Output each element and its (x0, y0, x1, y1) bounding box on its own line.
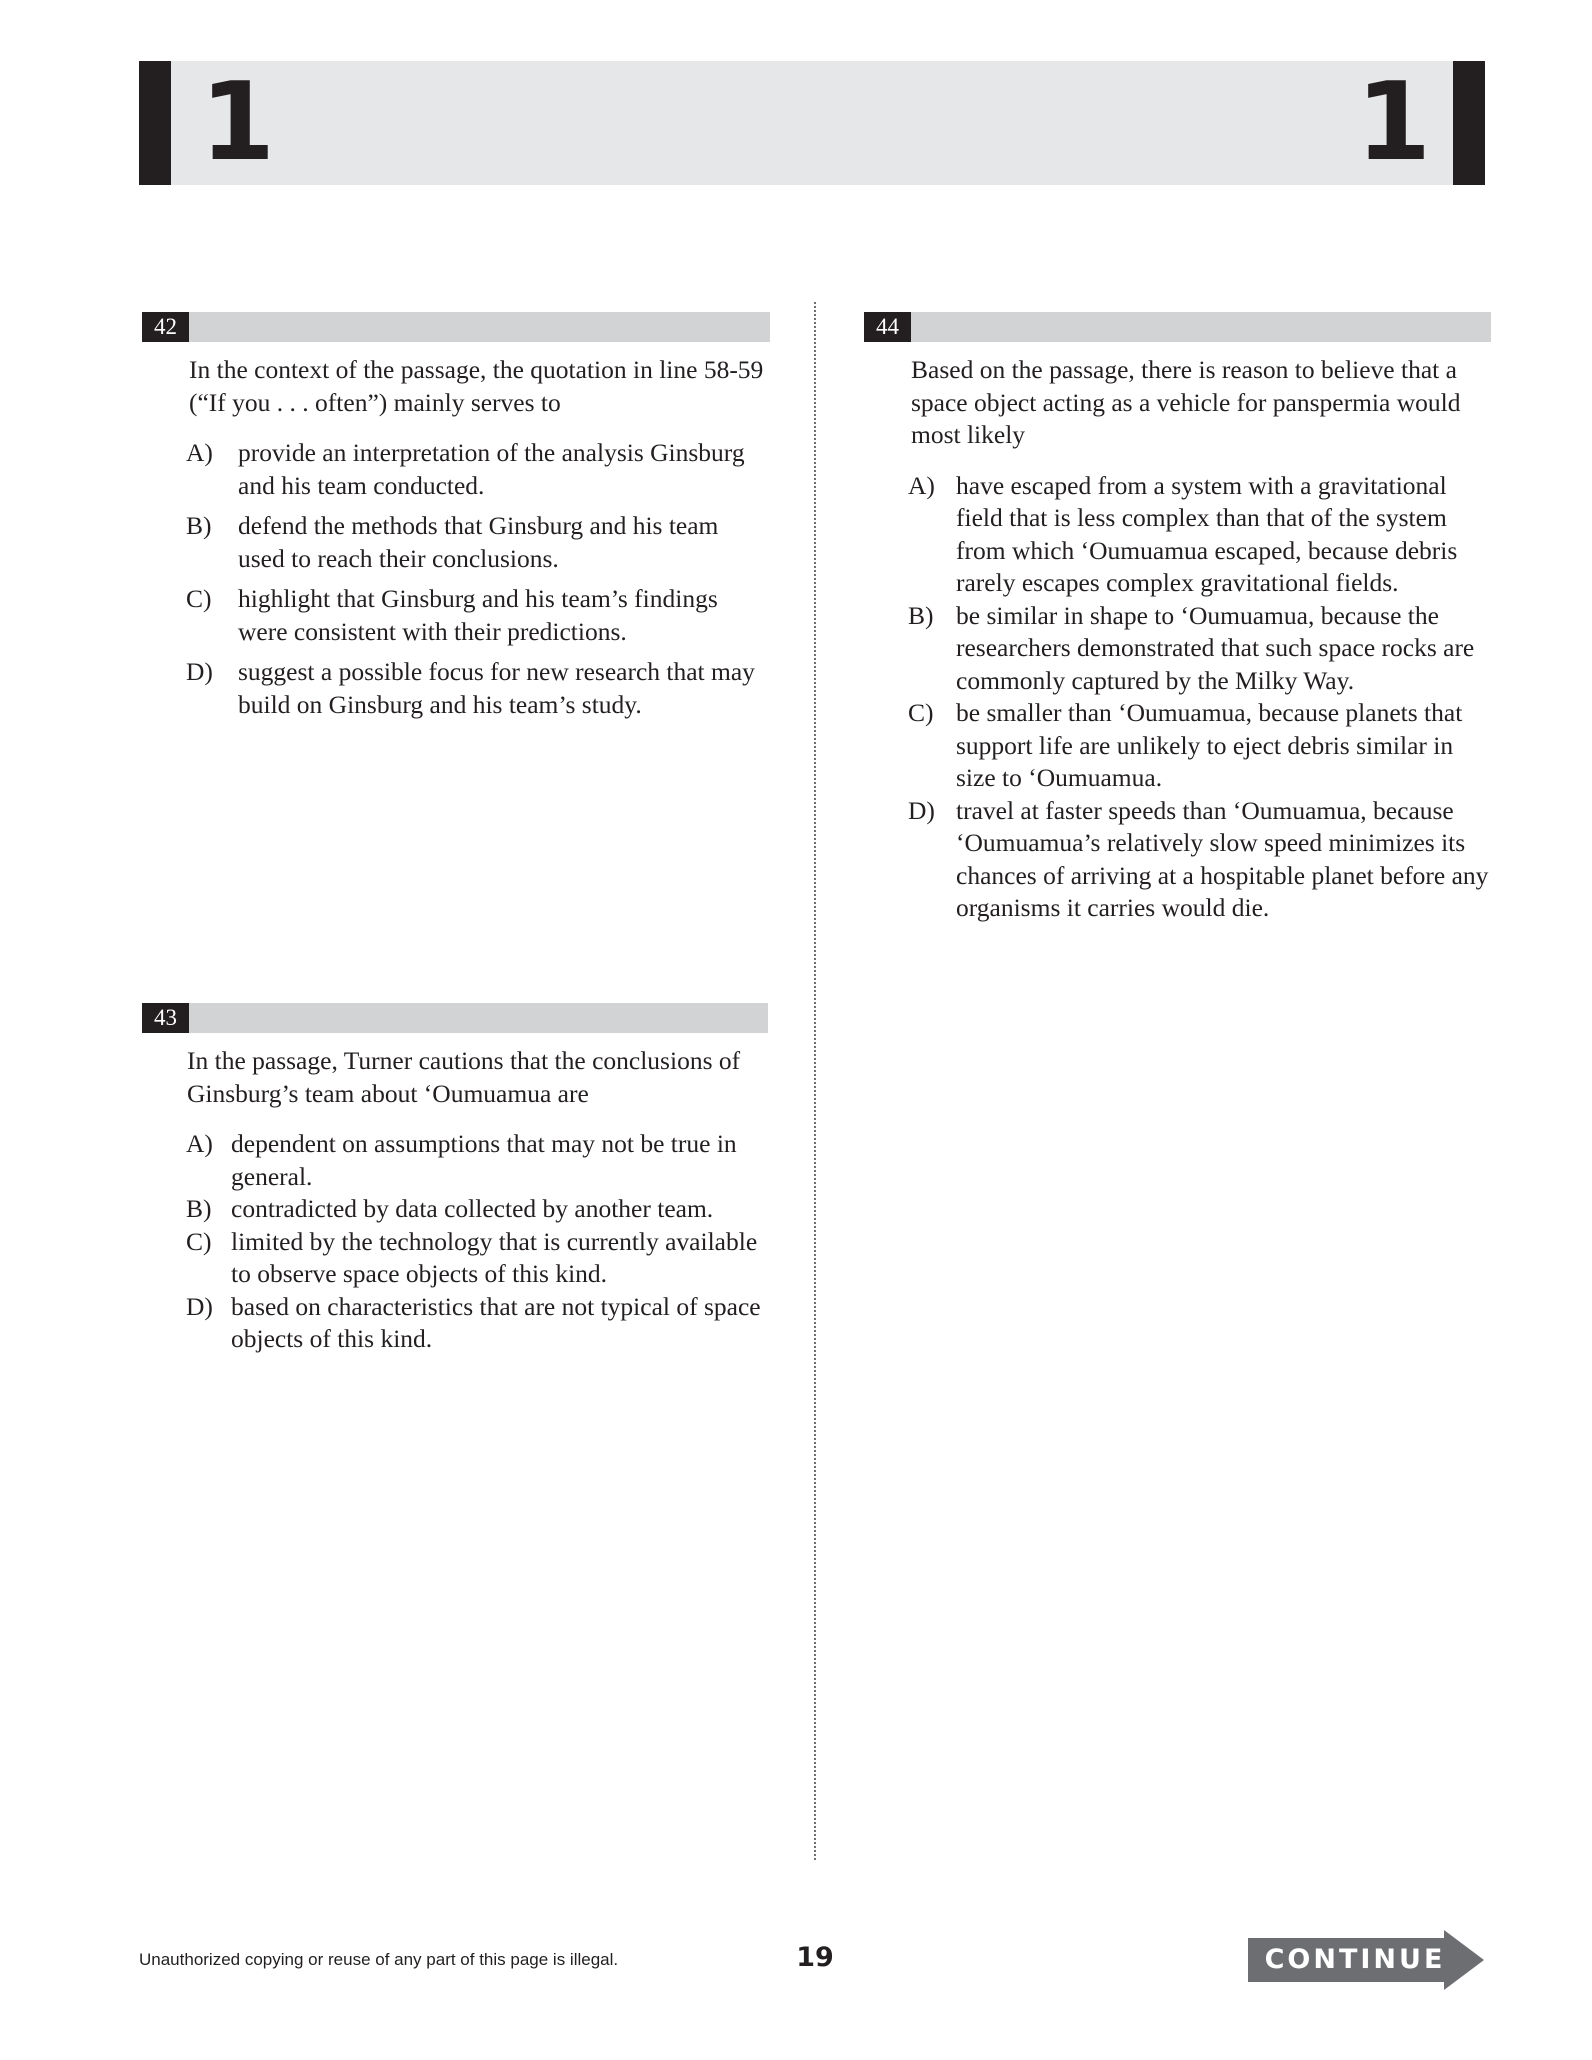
section-header-bar-left (139, 61, 171, 185)
continue-button[interactable] (1248, 1930, 1484, 1990)
page-number: 19 (796, 1942, 834, 1973)
question-bar (142, 312, 770, 342)
continue-label: CONTINUE (1264, 1944, 1446, 1975)
choice-letter: C) (186, 584, 212, 613)
choice-letter: A) (186, 438, 213, 467)
column-divider (814, 302, 816, 1860)
answer-choice-a[interactable] (864, 470, 1491, 600)
question-bar (864, 312, 1491, 342)
choice-letter: C) (186, 1226, 212, 1256)
answer-choices (142, 1128, 768, 1356)
answer-choices (864, 470, 1491, 925)
question-43 (142, 1003, 768, 1356)
choice-text: limited by the technology that is currently available to observe space objects of this kind. (231, 1226, 758, 1288)
answer-choice-c[interactable] (142, 1226, 768, 1291)
section-header-bar-right (1453, 61, 1485, 185)
answer-choice-b[interactable] (142, 1193, 768, 1226)
choice-text: dependent on assumptions that may not be true in general. (231, 1129, 737, 1191)
choice-letter: D) (186, 1291, 213, 1321)
choice-letter: B) (186, 511, 212, 540)
question-stem: In the passage, Turner cautions that the conclusions of Ginsburg’s team about ‘Oumuamua are (187, 1046, 741, 1108)
choice-letter: B) (908, 600, 934, 630)
choice-text: suggest a possible focus for new research that may build on Ginsburg and his team’s study. (238, 657, 755, 719)
choice-text: defend the methods that Ginsburg and his team used to reach their conclusions. (238, 511, 719, 573)
choice-text: provide an interpretation of the analysis Ginsburg and his team conducted. (238, 438, 745, 500)
choice-letter: B) (186, 1194, 212, 1223)
choice-text: be smaller than ‘Oumuamua, because planets that support life are unlikely to eject debris similar in size to ‘Oumuamua. (956, 698, 1463, 792)
choice-text: contradicted by data collected by another team. (231, 1194, 714, 1223)
answer-choice-d[interactable] (142, 1291, 768, 1356)
section-number-left: 1 (200, 60, 276, 185)
answer-choices (142, 437, 770, 721)
copyright-notice: Unauthorized copying or reuse of any part of this page is illegal. (139, 1950, 619, 1969)
choice-letter: D) (908, 795, 935, 825)
answer-choice-c[interactable] (142, 583, 770, 648)
answer-choice-c[interactable] (864, 697, 1491, 795)
answer-choice-b[interactable] (864, 600, 1491, 698)
answer-choice-d[interactable] (864, 795, 1491, 925)
choice-text: highlight that Ginsburg and his team’s findings were consistent with their predictions. (238, 584, 718, 646)
answer-choice-d[interactable] (142, 656, 770, 721)
answer-choice-b[interactable] (142, 510, 770, 575)
choice-text: be similar in shape to ‘Oumuamua, because the researchers demonstrated that such space rocks are commonly captured by the Milky Way. (956, 600, 1475, 695)
choice-text: have escaped from a system with a gravitational field that is less complex than that of the system from which ‘Oumuamua escaped, because debris rarely escapes complex gravitational fields. (956, 470, 1458, 597)
section-number-right: 1 (1356, 60, 1432, 185)
choice-letter: C) (908, 698, 934, 727)
choice-text: travel at faster speeds than ‘Oumuamua, because ‘Oumuamua’s relatively slow speed minimizes its chances of arriving at a hospitable planet before any organisms it carries would die. (956, 795, 1489, 922)
question-stem: Based on the passage, there is reason to believe that a space object acting as a vehicle for panspermia would most likely (911, 355, 1461, 449)
section-header (139, 61, 1485, 185)
question-number: 44 (864, 312, 911, 342)
question-number: 42 (142, 312, 189, 342)
question-number: 43 (142, 1003, 189, 1033)
answer-choice-a[interactable] (142, 1128, 768, 1193)
choice-letter: D) (186, 657, 213, 686)
choice-letter: A) (186, 1129, 213, 1158)
question-42 (142, 312, 770, 729)
choice-letter: A) (908, 470, 935, 500)
question-bar (142, 1003, 768, 1033)
question-44 (864, 312, 1491, 925)
choice-text: based on characteristics that are not typical of space objects of this kind. (231, 1291, 761, 1353)
answer-choice-a[interactable] (142, 437, 770, 502)
question-stem: In the context of the passage, the quotation in line 58-59 (“If you . . . often”) mainly serves to (189, 355, 764, 417)
